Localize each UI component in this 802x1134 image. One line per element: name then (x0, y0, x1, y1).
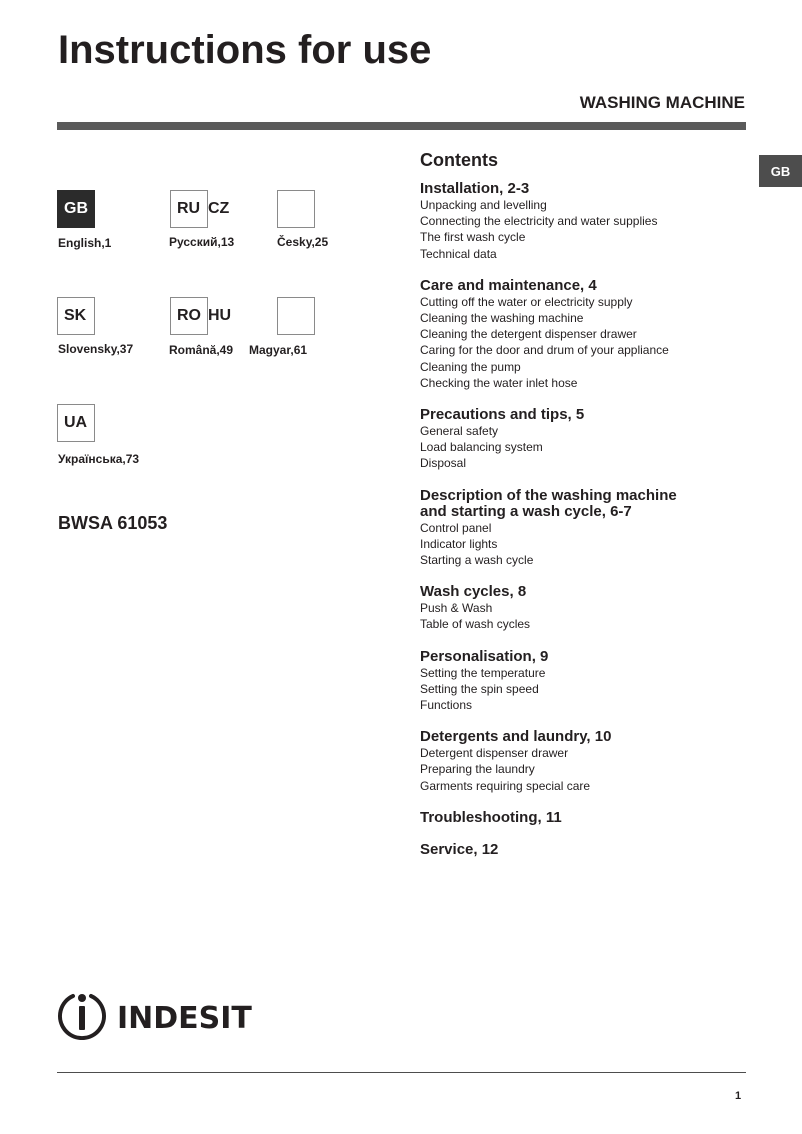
lang-label-russian: Русский,13 (169, 235, 235, 249)
page-number: 1 (735, 1090, 742, 1102)
section-title[interactable]: Precautions and tips, 5 (420, 406, 585, 424)
section-item: The first wash cycle (420, 230, 526, 245)
toc-section-wash-cycles (420, 584, 750, 632)
section-item: Cleaning the detergent dispenser drawer (420, 327, 637, 342)
lang-box-ru[interactable]: RU (170, 190, 208, 228)
section-item: Starting a wash cycle (420, 553, 534, 568)
section-item: Cleaning the pump (420, 359, 521, 374)
lang-label-czech: Česky,25 (277, 235, 329, 249)
language-tab[interactable]: GB (759, 155, 802, 187)
section-item: Garments requiring special care (420, 778, 591, 793)
toc-section-personalisation (420, 649, 750, 714)
section-item: Functions (420, 698, 473, 713)
section-title[interactable]: Service, 12 (420, 840, 499, 858)
lang-label-ukrainian: Українська,73 (58, 452, 140, 466)
section-item: Push & Wash (420, 601, 493, 616)
footer-divider (57, 1072, 746, 1073)
lang-label-hungarian: Magyar,61 (249, 343, 308, 357)
lang-box-sk[interactable]: SK (57, 297, 95, 335)
section-item: Unpacking and levelling (420, 198, 547, 212)
table-of-contents (420, 150, 750, 874)
section-item: Preparing the laundry (420, 762, 535, 777)
section-title[interactable]: Care and maintenance, 4 (420, 276, 597, 294)
section-title-cont[interactable]: and starting a wash cycle, 6-7 (420, 502, 632, 520)
toc-section-service (420, 842, 750, 858)
model-number: BWSA 61053 (58, 513, 168, 533)
section-title[interactable]: Description of the washing machine (420, 486, 677, 504)
section-item: Technical data (420, 246, 497, 261)
section-item: Table of wash cycles (420, 617, 531, 632)
section-title[interactable]: Troubleshooting, 11 (420, 808, 562, 826)
toc-section-troubleshooting (420, 810, 750, 826)
section-item: Setting the spin speed (420, 681, 539, 696)
lang-box-empty-1[interactable] (277, 190, 315, 228)
section-item: Control panel (420, 520, 492, 535)
section-item: Indicator lights (420, 536, 498, 551)
toc-section-installation (420, 181, 750, 262)
section-item: Cutting off the water or electricity supply (420, 294, 633, 309)
toc-section-description (420, 488, 750, 569)
section-item: Load balancing system (420, 440, 543, 455)
lang-label-romanian: Română,49 (169, 343, 234, 357)
section-item: Checking the water inlet hose (420, 375, 578, 390)
section-title[interactable]: Detergents and laundry, 10 (420, 728, 612, 746)
section-title[interactable]: Personalisation, 9 (420, 647, 549, 665)
lang-label-english: English,1 (58, 236, 112, 250)
section-item: Detergent dispenser drawer (420, 746, 569, 761)
product-type: WASHING MACHINE (579, 93, 745, 112)
lang-box-empty-2[interactable] (277, 297, 315, 335)
toc-section-precautions (420, 407, 750, 472)
section-title[interactable]: Wash cycles, 8 (420, 583, 527, 601)
section-item: Cleaning the washing machine (420, 311, 584, 326)
indesit-logo-icon (57, 990, 252, 1040)
brand-wordmark: INDESIT (117, 1001, 252, 1036)
section-title[interactable]: Installation, 2-3 (420, 180, 530, 197)
lang-code-hu: HU (208, 307, 232, 324)
section-item: Disposal (420, 456, 467, 471)
toc-section-care (420, 278, 750, 391)
header-divider (57, 122, 746, 130)
lang-box-ro[interactable]: RO (170, 297, 208, 335)
contents-heading: Contents (420, 150, 498, 170)
lang-code-cz: CZ (208, 200, 230, 217)
toc-section-detergents (420, 729, 750, 794)
section-item: Caring for the door and drum of your appliance (420, 343, 669, 358)
lang-label-slovak: Slovensky,37 (58, 342, 134, 356)
lang-box-gb[interactable]: GB (57, 190, 95, 228)
section-item: General safety (420, 424, 499, 439)
indesit-logo (57, 990, 252, 1040)
page-title: Instructions for use (58, 28, 432, 72)
section-item: Connecting the electricity and water supplies (420, 214, 658, 229)
section-item: Setting the temperature (420, 665, 546, 680)
lang-box-ua[interactable]: UA (57, 404, 95, 442)
